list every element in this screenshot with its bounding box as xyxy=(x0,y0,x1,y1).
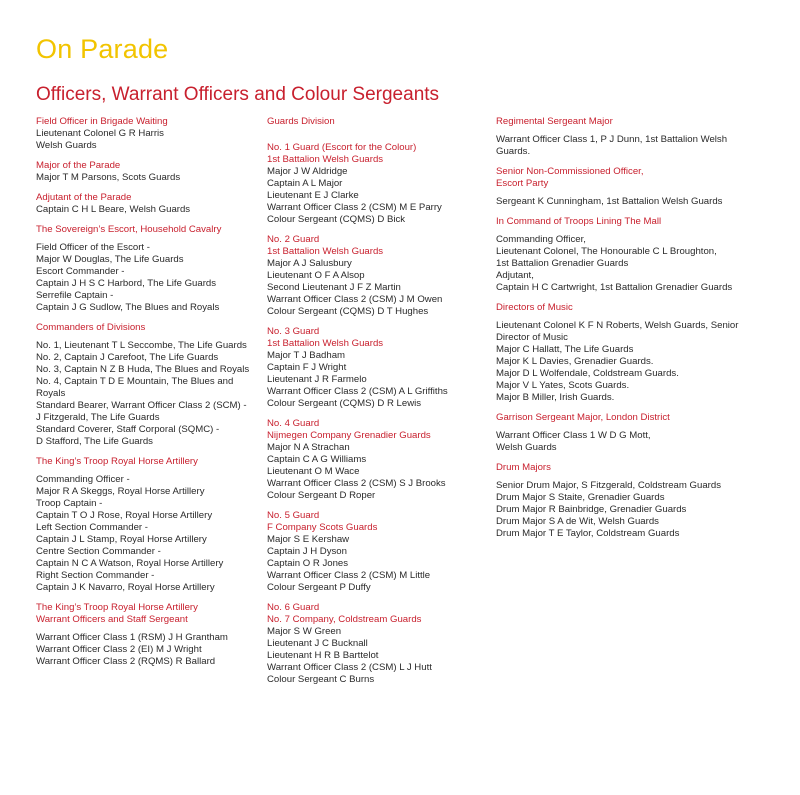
roster-line: Captain A L Major xyxy=(267,178,343,189)
page-title: On Parade xyxy=(36,34,169,64)
section-heading: 1st Battalion Welsh Guards xyxy=(267,338,384,349)
roster-line: Welsh Guards xyxy=(496,442,557,453)
roster-section xyxy=(267,602,489,686)
roster-line: Field Officer of the Escort - xyxy=(36,242,150,253)
roster-line: Lieutenant J C Bucknall xyxy=(267,638,368,649)
section-heading: 1st Battalion Welsh Guards xyxy=(267,246,384,257)
roster-line: Major T M Parsons, Scots Guards xyxy=(36,172,181,183)
roster-line: Drum Major R Bainbridge, Grenadier Guards xyxy=(496,504,687,515)
roster-line: Lieutenant Colonel, The Honourable C L Broughton, xyxy=(496,246,717,257)
roster-line: Director of Music xyxy=(496,332,568,343)
roster-line: Lieutenant H R B Barttelot xyxy=(267,650,379,661)
section-heading: The King’s Troop Royal Horse Artillery xyxy=(36,602,198,613)
roster-line: Drum Major S Staite, Grenadier Guards xyxy=(496,492,665,503)
roster-line: No. 4, Captain T D E Mountain, The Blues and xyxy=(36,376,234,387)
column-right xyxy=(496,116,758,548)
roster-line: Captain H C Cartwright, 1st Battalion Grenadier Guards xyxy=(496,282,733,293)
roster-line: Captain F J Wright xyxy=(267,362,347,373)
roster-line: Drum Major S A de Wit, Welsh Guards xyxy=(496,516,659,527)
section-heading: Nijmegen Company Grenadier Guards xyxy=(267,430,431,441)
roster-section xyxy=(496,216,758,294)
roster-line: Warrant Officer Class 2 (CSM) M Little xyxy=(267,570,431,581)
section-heading: Warrant Officers and Staff Sergeant xyxy=(36,614,188,625)
roster-line: Major T J Badham xyxy=(267,350,346,361)
roster-line: Captain N C A Watson, Royal Horse Artillery xyxy=(36,558,224,569)
section-heading: No. 3 Guard xyxy=(267,326,320,337)
roster-line: Standard Bearer, Warrant Officer Class 2 (SCM) - xyxy=(36,400,247,411)
roster-line: Adjutant, xyxy=(496,270,534,281)
roster-line: Commanding Officer, xyxy=(496,234,586,245)
section-heading: Field Officer in Brigade Waiting xyxy=(36,116,168,127)
roster-line: Major S E Kershaw xyxy=(267,534,350,545)
roster-section xyxy=(267,326,489,410)
section-heading: Senior Non-Commissioned Officer, xyxy=(496,166,644,177)
roster-line: Troop Captain - xyxy=(36,498,103,509)
roster-line: Major D L Wolfendale, Coldstream Guards. xyxy=(496,368,679,379)
roster-line: Warrant Officer Class 2 (CSM) S J Brooks xyxy=(267,478,446,489)
roster-line: Major B Miller, Irish Guards. xyxy=(496,392,615,403)
roster-section xyxy=(36,456,261,594)
section-heading: Escort Party xyxy=(496,178,549,189)
roster-line: Warrant Officer Class 2 (CSM) J M Owen xyxy=(267,294,443,305)
roster-line: D Stafford, The Life Guards xyxy=(36,436,153,447)
roster-line: Warrant Officer Class 1 (RSM) J H Grantham xyxy=(36,632,228,643)
roster-line: Sergeant K Cunningham, 1st Battalion Welsh Guards xyxy=(496,196,723,207)
section-heading: No. 2 Guard xyxy=(267,234,320,245)
roster-line: Colour Sergeant P Duffy xyxy=(267,582,371,593)
page-subtitle: Officers, Warrant Officers and Colour Sergeants xyxy=(36,84,440,105)
section-heading: In Command of Troops Lining The Mall xyxy=(496,216,662,227)
roster-line: Captain J H Dyson xyxy=(267,546,347,557)
roster-line: Warrant Officer Class 2 (CSM) A L Griffiths xyxy=(267,386,448,397)
section-heading: Drum Majors xyxy=(496,462,551,473)
roster-section xyxy=(267,234,489,318)
roster-line: J Fitzgerald, The Life Guards xyxy=(36,412,160,423)
section-heading: Garrison Sergeant Major, London District xyxy=(496,412,670,423)
roster-line: Colour Sergeant C Burns xyxy=(267,674,375,685)
roster-line: Lieutenant Colonel K F N Roberts, Welsh Guards, Senior xyxy=(496,320,739,331)
roster-section xyxy=(267,418,489,502)
roster-section xyxy=(36,322,261,448)
roster-line: Captain J H S C Harbord, The Life Guards xyxy=(36,278,217,289)
roster-line: 1st Battalion Grenadier Guards xyxy=(496,258,629,269)
section-heading: 1st Battalion Welsh Guards xyxy=(267,154,384,165)
roster-line: Right Section Commander - xyxy=(36,570,155,581)
roster-line: Commanding Officer - xyxy=(36,474,130,485)
roster-line: Colour Sergeant (CQMS) D R Lewis xyxy=(267,398,422,409)
section-heading: Guards Division xyxy=(267,116,335,127)
section-heading: Commanders of Divisions xyxy=(36,322,146,333)
roster-section xyxy=(496,116,758,158)
roster-line: Colour Sergeant D Roper xyxy=(267,490,376,501)
roster-section xyxy=(36,116,261,152)
roster-line: Major R A Skeggs, Royal Horse Artillery xyxy=(36,486,205,497)
roster-line: Major K L Davies, Grenadier Guards. xyxy=(496,356,654,367)
roster-section xyxy=(496,462,758,540)
section-heading: F Company Scots Guards xyxy=(267,522,378,533)
roster-line: Major V L Yates, Scots Guards. xyxy=(496,380,630,391)
roster-line: Warrant Officer Class 1 W D G Mott, xyxy=(496,430,651,441)
roster-line: Lieutenant O F A Alsop xyxy=(267,270,365,281)
roster-section xyxy=(36,224,261,314)
roster-line: Major J W Aldridge xyxy=(267,166,348,177)
roster-line: Centre Section Commander - xyxy=(36,546,161,557)
roster-section xyxy=(496,302,758,404)
roster-line: Warrant Officer Class 2 (CSM) M E Parry xyxy=(267,202,442,213)
roster-line: Major W Douglas, The Life Guards xyxy=(36,254,184,265)
section-heading: Directors of Music xyxy=(496,302,573,313)
roster-line: Lieutenant O M Wace xyxy=(267,466,360,477)
section-heading: Major of the Parade xyxy=(36,160,121,171)
roster-line: Warrant Officer Class 2 (CSM) L J Hutt xyxy=(267,662,432,673)
roster-line: Warrant Officer Class 2 (RQMS) R Ballard xyxy=(36,656,216,667)
roster-line: Captain T O J Rose, Royal Horse Artillery xyxy=(36,510,213,521)
roster-line: Captain C H L Beare, Welsh Guards xyxy=(36,204,191,215)
roster-line: Captain O R Jones xyxy=(267,558,349,569)
roster-section xyxy=(496,166,758,208)
roster-line: Second Lieutenant J F Z Martin xyxy=(267,282,401,293)
column-left xyxy=(36,116,261,676)
roster-line: Serrefile Captain - xyxy=(36,290,114,301)
section-heading: No. 5 Guard xyxy=(267,510,320,521)
roster-line: No. 2, Captain J Carefoot, The Life Guards xyxy=(36,352,219,363)
roster-line: Warrant Officer Class 1, P J Dunn, 1st Battalion Welsh xyxy=(496,134,728,145)
roster-line: Captain J K Navarro, Royal Horse Artillery xyxy=(36,582,215,593)
roster-line: Lieutenant E J Clarke xyxy=(267,190,359,201)
roster-line: Drum Major T E Taylor, Coldstream Guards xyxy=(496,528,680,539)
roster-line: Royals xyxy=(36,388,66,399)
roster-line: Guards. xyxy=(496,146,531,157)
roster-line: Welsh Guards xyxy=(36,140,97,151)
roster-line: Warrant Officer Class 2 (EI) M J Wright xyxy=(36,644,202,655)
roster-line: Captain J L Stamp, Royal Horse Artillery xyxy=(36,534,207,545)
section-heading: No. 4 Guard xyxy=(267,418,320,429)
section-heading: No. 1 Guard (Escort for the Colour) xyxy=(267,142,417,153)
roster-line: Left Section Commander - xyxy=(36,522,148,533)
roster-line: Colour Sergeant (CQMS) D Bick xyxy=(267,214,406,225)
roster-line: Captain C A G Williams xyxy=(267,454,367,465)
roster-line: Lieutenant Colonel G R Harris xyxy=(36,128,164,139)
roster-line: Senior Drum Major, S Fitzgerald, Coldstream Guards xyxy=(496,480,721,491)
column-middle xyxy=(267,116,489,694)
roster-section xyxy=(267,510,489,594)
section-heading: Regimental Sergeant Major xyxy=(496,116,613,127)
roster-line: Lieutenant J R Farmelo xyxy=(267,374,367,385)
roster-line: Major A J Salusbury xyxy=(267,258,352,269)
section-heading: No. 7 Company, Coldstream Guards xyxy=(267,614,422,625)
roster-line: Standard Coverer, Staff Corporal (SQMC) - xyxy=(36,424,220,435)
section-heading: The King’s Troop Royal Horse Artillery xyxy=(36,456,198,467)
roster-line: Colour Sergeant (CQMS) D T Hughes xyxy=(267,306,429,317)
roster-line: Major C Hallatt, The Life Guards xyxy=(496,344,634,355)
roster-section xyxy=(496,412,758,454)
roster-section xyxy=(267,116,489,134)
roster-section xyxy=(267,142,489,226)
roster-line: Major S W Green xyxy=(267,626,342,637)
roster-section xyxy=(36,160,261,184)
section-heading: Adjutant of the Parade xyxy=(36,192,132,203)
section-heading: The Sovereign’s Escort, Household Cavalry xyxy=(36,224,222,235)
roster-section xyxy=(36,192,261,216)
roster-line: Captain J G Sudlow, The Blues and Royals xyxy=(36,302,220,313)
roster-line: Major N A Strachan xyxy=(267,442,350,453)
roster-line: No. 1, Lieutenant T L Seccombe, The Life Guards xyxy=(36,340,247,351)
roster-line: No. 3, Captain N Z B Huda, The Blues and Royals xyxy=(36,364,250,375)
roster-line: Escort Commander - xyxy=(36,266,125,277)
roster-section xyxy=(36,602,261,668)
section-heading: No. 6 Guard xyxy=(267,602,320,613)
